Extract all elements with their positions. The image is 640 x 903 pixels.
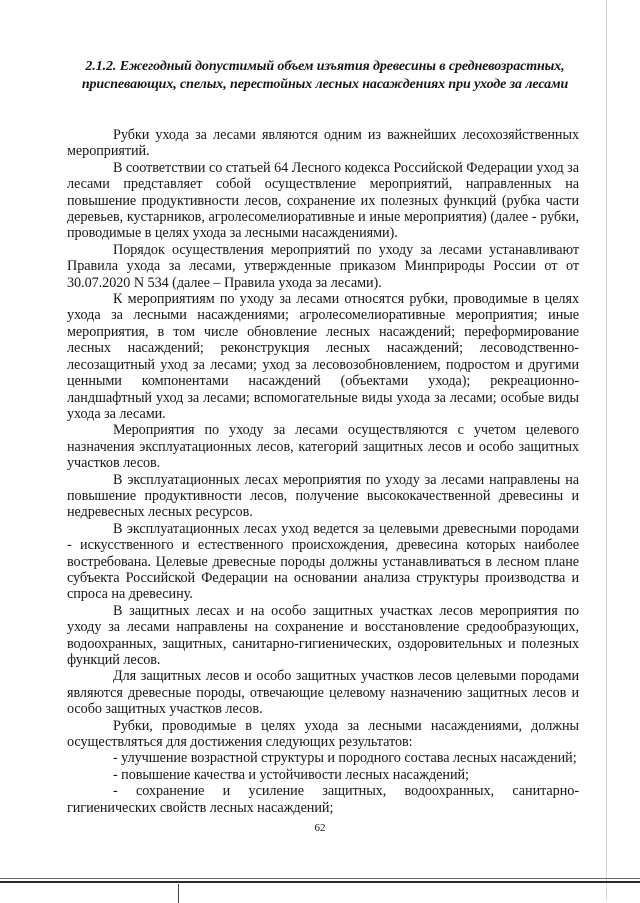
paragraph: Мероприятия по уходу за лесами осуществляются с учетом целевого назначения эксплуатационных лесов, категорий защитных лесов и особо защитных участков лесов. [67,422,579,472]
scan-border-line [0,881,640,883]
paragraph: Порядок осуществления мероприятий по уходу за лесами устанавливают Правила ухода за лесами, утвержденные приказом Минприроды России от от 30.07.2020 N 534 (далее – Правила ухода за лесами). [67,241,579,291]
scan-tick [178,884,179,903]
paragraph: К мероприятиям по уходу за лесами относятся рубки, проводимые в целях ухода за лесными насаждениями; агролесомелиоративные мероприятия; иные мероприятия, в том числе обновление лесных насаждений; переформирование лесных насаждений; реконструкция лесных насаждений; лесоводственно-лесозащитный уход за лесами; уход за лесовозобновлением, подростом и другими ценными компонентами насаждений (объектами ухода); рекреационно-ландшафтный уход за лесами; вспомогательные виды ухода за лесами; особые виды ухода за лесами. [67,291,579,422]
scan-edge-line [606,0,607,900]
paragraph: Для защитных лесов и особо защитных участков лесов целевыми породами являются древесные породы, отвечающие целевому назначению защитных лесов и особо защитных участков лесов. [67,668,579,718]
paragraph: Рубки ухода за лесами являются одним из важнейших лесохозяйственных мероприятий. [67,127,579,160]
list-item: - улучшение возрастной структуры и породного состава лесных насаждений; [113,750,577,767]
paragraph: Рубки, проводимые в целях ухода за лесными насаждениями, должны осуществляться для достижения следующих результатов: [67,717,579,751]
body-text [67,127,579,816]
paragraph: В эксплуатационных лесах мероприятия по уходу за лесами направлены на повышение продуктивности лесов, получение высококачественной древесины и недревесных лесных ресурсов. [67,471,579,521]
page-number: 62 [314,822,326,834]
paragraph: В эксплуатационных лесах уход ведется за целевыми древесными породами - искусственного и естественного происхождения, древесина которых наиболее востребована. Целевые древесные породы должны устанавливаться в лесном плане субъекта Российской Федерации на основании анализа структуры производства и спроса на древесину. [67,520,579,603]
list-item: - повышение качества и устойчивости лесных насаждений; [113,766,469,783]
scan-border-line [0,878,640,879]
section-heading: 2.1.2. Ежегодный допустимый объем изъятия древесины в средневозрастных, приспевающих, спелых, перестойных лесных насаждениях при уходе за лесами [81,59,569,92]
paragraph: В соответствии со статьей 64 Лесного кодекса Российской Федерации уход за лесами представляет собой осуществление мероприятий, направленных на повышение продуктивности лесов, сохранение их полезных функций (рубка части деревьев, кустарников, агролесомелиоративные и иные мероприятия) (далее - рубки, проводимые в целях ухода за лесными насаждениями). [67,159,579,242]
list-item: - сохранение и усиление защитных, водоохранных, санитарно-гигиенических свойств лесных насаждений; [67,783,579,816]
paragraph: В защитных лесах и на особо защитных участках лесов мероприятия по уходу за лесами направлены на сохранение и восстановление средообразующих, водоохранных, защитных, санитарно-гигиенических, оздоровительных и полезных функций лесов. [67,602,579,668]
